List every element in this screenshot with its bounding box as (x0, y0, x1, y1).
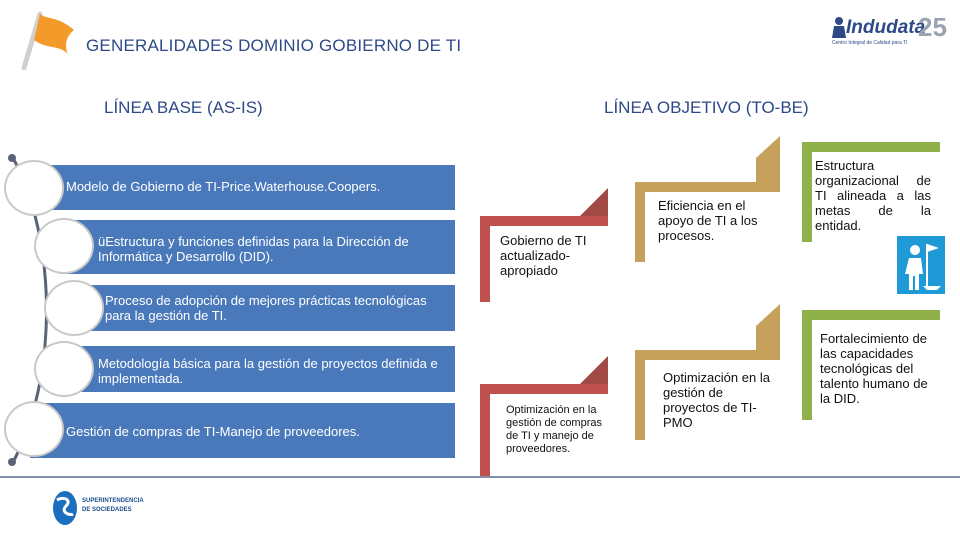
as-is-bullet-2 (34, 218, 94, 274)
as-is-bullet-5 (4, 401, 64, 457)
logo-number: 25 (918, 12, 947, 42)
supersociedades-text-2: DE SOCIEDADES (82, 507, 132, 513)
to-be-top-step-1: Gobierno de TI actualizado-apropiado (500, 233, 587, 278)
as-is-item-3: Proceso de adopción de mejores prácticas tecnológicas para la gestión de TI. (75, 285, 455, 331)
indudata-logo (830, 14, 955, 48)
as-is-item-5: Gestión de compras de TI-Manejo de proveedores. (30, 403, 455, 458)
flag-icon (18, 10, 80, 70)
logo-tagline: Centro Integral de Calidad para TI (832, 40, 908, 46)
as-is-bullet-3 (44, 280, 104, 336)
to-be-heading: LÍNEA OBJETIVO (TO-BE) (604, 98, 809, 117)
to-be-bottom-step-2: Optimización en la gestión de proyectos de TI-PMO (663, 370, 770, 430)
to-be-top-step-2: Eficiencia en el apoyo de TI a los procesos. (658, 198, 758, 243)
as-is-item-2: üEstructura y funciones definidas para la Dirección de Informática y Desarrollo (DID). (60, 220, 455, 274)
to-be-bottom-step-3: Fortalecimiento de las capacidades tecnológicas del talento humano de la DID. (820, 331, 928, 406)
achievement-icon (897, 236, 945, 294)
logo-text: Indudata (846, 17, 926, 38)
as-is-bullet-1 (4, 160, 64, 216)
to-be-top-step-3: Estructura organizacional de TI alineada a las metas de la entidad. (815, 158, 931, 233)
page-title: GENERALIDADES DOMINIO GOBIERNO DE TI (86, 36, 462, 55)
as-is-bullet-4 (34, 341, 94, 397)
as-is-item-4: Metodología básica para la gestión de proyectos definida e implementada. (60, 346, 455, 392)
supersociedades-emblem-icon (52, 490, 78, 526)
as-is-heading: LÍNEA BASE (AS-IS) (104, 98, 263, 117)
footer-divider (0, 476, 960, 478)
to-be-bottom-step-1: Optimización en la gestión de compras de TI y manejo de proveedores. (506, 404, 602, 455)
supersociedades-logo (52, 488, 162, 528)
as-is-item-1: Modelo de Gobierno de TI-Price.Waterhouse.Coopers. (30, 165, 455, 210)
supersociedades-text-1: SUPERINTENDENCIA (82, 498, 144, 504)
